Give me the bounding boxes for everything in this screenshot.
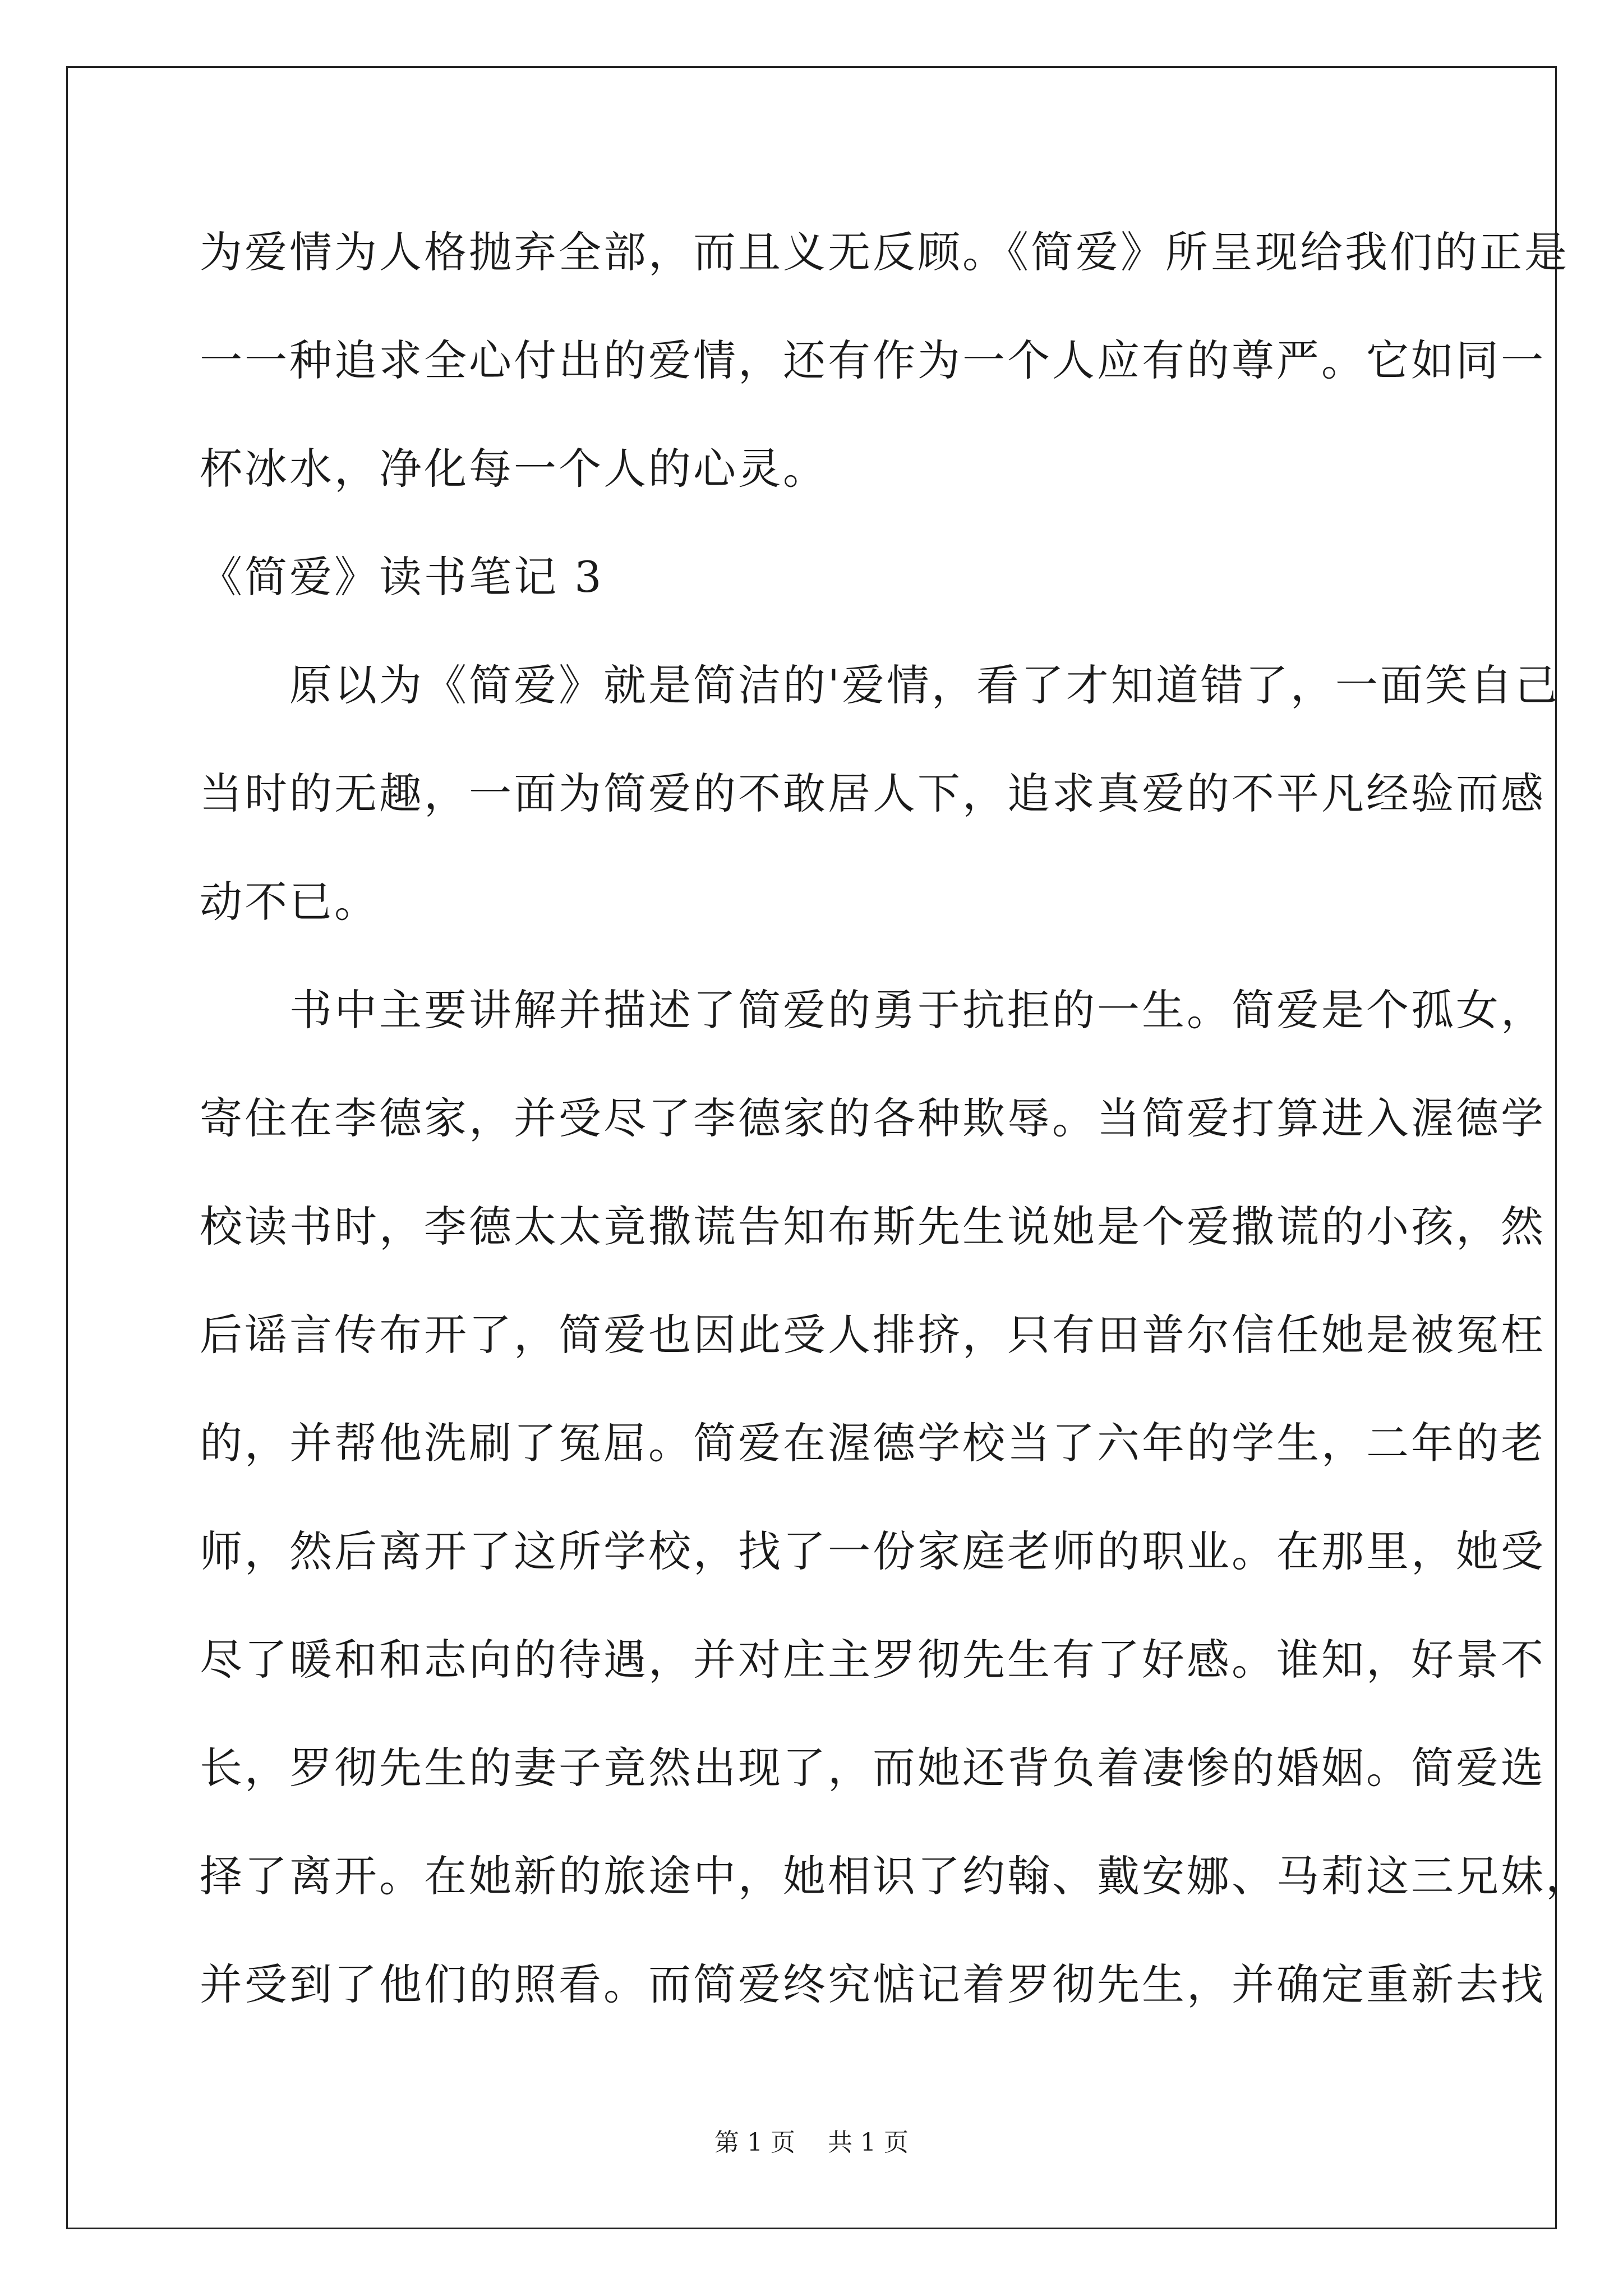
text-line: 后谣言传布开了，简爱也因此受人排挤，只有田普尔信任她是被冤枉 [200,1310,1546,1360]
text-line: 校读书时，李德太太竟撒谎告知布斯先生说她是个爱撒谎的小孩，然 [200,1202,1546,1251]
body-text [200,208,1590,2048]
section-heading: 《简爱》读书笔记 3 [200,552,604,602]
text-line: 并受到了他们的照看。而简爱终究惦记着罗彻先生，并确定重新去找 [200,1959,1546,2009]
text-line: 尽了暖和和志向的待遇，并对庄主罗彻先生有了好感。谁知，好景不 [200,1635,1546,1685]
text-line: 动不已。 [200,877,379,927]
text-line: 寄住在李德家，并受尽了李德家的各种欺辱。当简爱打算进入渥德学 [200,1093,1546,1143]
text-line: 当时的无趣，一面为简爱的不敢居人下，追求真爱的不平凡经验而感 [200,769,1546,818]
text-line: 一一种追求全心付出的爱情，还有作为一个人应有的尊严。它如同一 [200,335,1546,385]
text-line: 的，并帮他洗刷了冤屈。简爱在渥德学校当了六年的学生，二年的老 [200,1418,1546,1468]
text-line: 原以为《简爱》就是简洁的'爱情，看了才知道错了，一面笑自己 [200,660,1560,710]
text-line: 师，然后离开了这所学校，找了一份家庭老师的职业。在那里，她受 [200,1526,1546,1576]
text-line: 为爱情为人格抛弃全部，而且义无反顾。《简爱》所呈现给我们的正是 [200,227,1569,277]
text-line: 长，罗彻先生的妻子竟然出现了，而她还背负着凄惨的婚姻。简爱选 [200,1743,1546,1793]
text-line: 书中主要讲解并描述了简爱的勇于抗拒的一生。简爱是个孤女， [200,985,1546,1035]
text-line: 择了离开。在她新的旅途中，她相识了约翰、戴安娜、马莉这三兄妹， [200,1851,1590,1901]
text-line: 杯冰水，净化每一个人的心灵。 [200,444,828,494]
page-number: 第 1 页 共 1 页 [714,2128,909,2157]
